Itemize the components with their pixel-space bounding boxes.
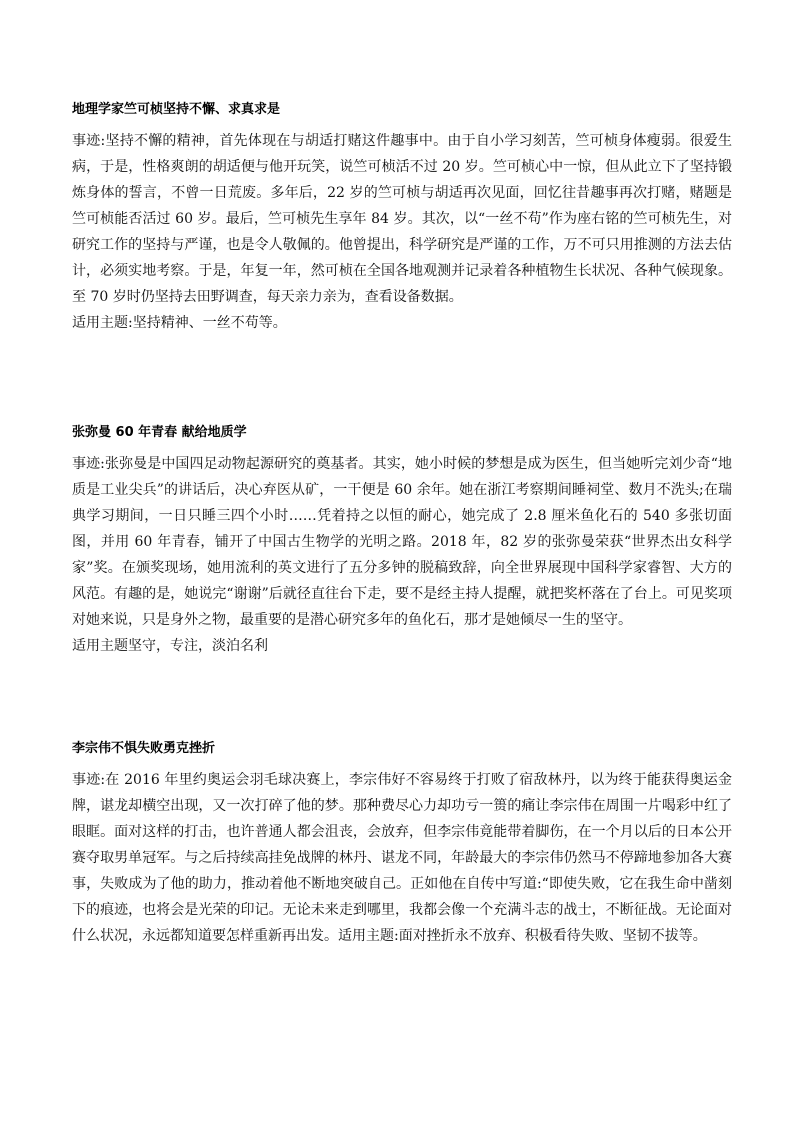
section-topic: 适用主题坚守，专注，淡泊名利 [72,638,268,654]
section-body: 事迹:张弥曼是中国四足动物起源研究的奠基者。其实，她小时候的梦想是成为医生，但当她听完刘少奇“地质是工业尖兵”的讲话后，决心弃医从矿，一干便是 60 余年。她在浙江考察期间睡祠堂、数月不洗头;在瑞典学习期间，一日只睡三四个小时……凭着持之以恒的耐心，她完成了 2.8 厘米鱼化石的 540 多张切面图，并用 60 年青春，铺开了中国古生物学的光明之路。2018 年，82 岁的张弥曼荣获“世界杰出女科学家”奖。在颁奖现场，她用流利的英文进行了五分多钟的脱稿致辞，向全世界展现中国科学家睿智、大方的风范。有趣的是，她说完“谢谢”后就径直往台下走，要不是经主持人提醒，就把奖杯落在了台上。可见奖项对她来说，只是身外之物，最重要的是潜心研究多年的鱼化石，那才是她倾尽一生的坚守。 [72,456,732,628]
section-title: 张弥曼 60 年青春 献给地质学 [72,425,247,440]
section-body: 事迹:在 2016 年里约奥运会羽毛球决赛上，李宗伟好不容易终于打败了宿敌林丹，以为终于能获得奥运金牌，谌龙却横空出现，又一次打碎了他的梦。那种费尽心力却功亏一篑的痛让李宗伟在周围一片喝彩中红了眼眶。面对这样的打击，也许普通人都会沮丧，会放弃，但李宗伟竟能带着脚伤，在一个月以后的日本公开赛夺取男单冠军。与之后持续高挂免战牌的林丹、谌龙不同，年龄最大的李宗伟仍然马不停蹄地参加各大赛事，失败成为了他的助力，推动着他不断地突破自己。正如他在自传中写道:“即使失败，它在我生命中凿刻下的痕迹，也将会是光荣的印记。无论未来走到哪里，我都会像一个充满斗志的战士，不断征战。无论面对什么状况，永远都知道要怎样重新再出发。适用主题:面对挫折永不放弃、积极看待失败、坚韧不拔等。 [72,772,732,944]
section-topic: 适用主题:坚持精神、一丝不苟等。 [72,315,287,331]
section-zhang-miman [72,424,732,659]
section-title: 地理学家竺可桢坚持不懈、求真求是 [72,102,281,117]
section-body: 事迹:坚持不懈的精神，首先体现在与胡适打赌这件趣事中。由于自小学习刻苦，竺可桢身体瘦弱。很爱生病，于是，性格爽朗的胡适便与他开玩笑，说竺可桢活不过 20 岁。竺可桢心中一惊，但从此立下了坚持锻炼身体的誓言，不曾一日荒废。多年后，22 岁的竺可桢与胡适再次见面，回忆往昔趣事再次打赌，赌题是竺可桢能否活过 60 岁。最后，竺可桢先生享年 84 岁。其次，以“一丝不苟”作为座右铭的竺可桢先生，对研究工作的坚持与严谨，也是令人敬佩的。他曾提出，科学研究是严谨的工作，万不可只用推测的方法去估计，必须实地考察。于是，年复一年，然可桢在全国各地观测并记录着各种植物生长状况、各种气候现象。至 70 岁时仍坚持去田野调查，每天亲力亲为，查看设备数据。 [72,133,732,305]
section-title: 李宗伟不惧失败勇克挫折 [72,741,216,756]
section-lee-chong-wei [72,740,732,949]
section-zhu-kezhen [72,101,732,336]
